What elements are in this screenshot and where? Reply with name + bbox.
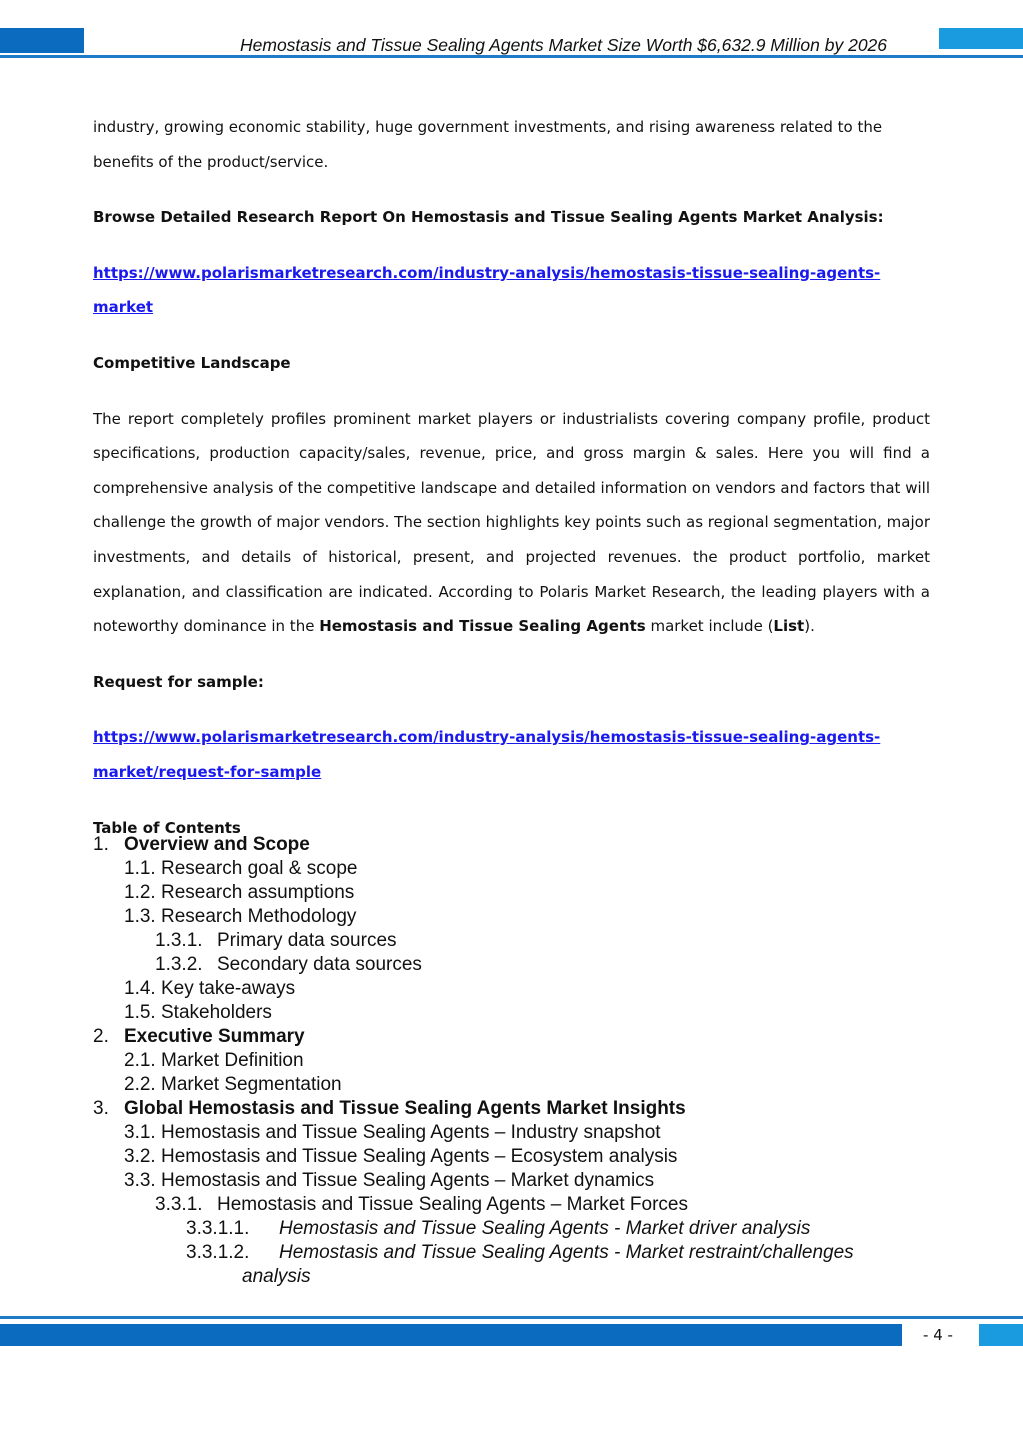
toc-text: Executive Summary	[124, 1026, 305, 1047]
toc-number: 1.3.	[124, 906, 156, 927]
toc-number: 1.3.2.	[155, 954, 203, 975]
request-sample-heading: Request for sample:	[93, 672, 264, 691]
toc-entry-continuation	[93, 1265, 930, 1289]
toc-number: 1.4.	[124, 978, 156, 999]
toc-text: Hemostasis and Tissue Sealing Agents – Ecosystem analysis	[161, 1146, 678, 1167]
toc-entry	[93, 833, 930, 857]
toc-number: 1.5.	[124, 1002, 156, 1023]
toc-number: 3.3.1.	[155, 1194, 203, 1215]
header-accent-left	[0, 28, 84, 53]
request-sample-link-line1: https://www.polarismarketresearch.com/industry-analysis/hemostasis-tissue-sealing-agents-	[93, 728, 881, 747]
header-title: Hemostasis and Tissue Sealing Agents Market Size Worth $6,632.9 Million by 2026	[240, 35, 888, 55]
toc-entry	[93, 881, 930, 905]
competitive-market-name: Hemostasis and Tissue Sealing Agents	[319, 617, 646, 636]
toc-entry	[93, 905, 930, 929]
competitive-landscape-paragraph	[93, 402, 930, 644]
toc-text: Market Segmentation	[161, 1074, 342, 1095]
toc-text: Hemostasis and Tissue Sealing Agents – Market dynamics	[161, 1170, 655, 1191]
competitive-text-part2: market include (	[645, 617, 774, 636]
request-sample-link-line2: market/request-for-sample	[93, 762, 322, 781]
toc-number: 2.1.	[124, 1050, 156, 1071]
footer-accent-bar	[0, 1324, 902, 1346]
toc-entry	[93, 1073, 930, 1097]
toc-text: Market Definition	[161, 1050, 304, 1071]
toc-entry	[93, 1001, 930, 1025]
toc-number: 3.3.	[124, 1170, 156, 1191]
toc-number: 3.1.	[124, 1122, 156, 1143]
toc-text: Stakeholders	[161, 1002, 272, 1023]
competitive-text-part1: The report completely profiles prominent market players or industrialists covering company profile, product specifications, production capacity/sales, revenue, price, and gross margin & sales. Here you will find a comprehensive analysis of the competitive landscape and detailed information on vendors and factors that will challenge the growth of major vendors. The section highlights key points such as regional segmentation, major investments, and details of historical, present, and projected revenues. the product portfolio, market explanation, and classification are indicated. According to Polaris Market Research, the leading players with a noteworthy dominance in the	[93, 409, 930, 636]
toc-entry	[93, 1169, 930, 1193]
toc-entry	[93, 1097, 930, 1121]
toc-entry	[93, 1049, 930, 1073]
toc-number: 1.2.	[124, 882, 156, 903]
header-rule	[0, 55, 1023, 58]
toc-text: Hemostasis and Tissue Sealing Agents - Market restraint/challenges	[279, 1242, 854, 1263]
toc-number: 3.3.1.2.	[186, 1242, 250, 1263]
footer-accent-right	[979, 1324, 1023, 1346]
toc-number: 3.2.	[124, 1146, 156, 1167]
page-number: - 4 -	[923, 1326, 953, 1344]
table-of-contents	[93, 833, 930, 1289]
request-sample-link[interactable]	[93, 728, 880, 781]
toc-text: Key take-aways	[161, 978, 296, 999]
toc-number: 2.	[93, 1026, 109, 1047]
toc-entry	[93, 1193, 930, 1217]
toc-number: 1.1.	[124, 858, 156, 879]
toc-text: Overview and Scope	[124, 834, 310, 855]
competitive-list-label: List	[773, 617, 805, 636]
toc-text: Global Hemostasis and Tissue Sealing Agents Market Insights	[124, 1098, 686, 1119]
toc-text: Hemostasis and Tissue Sealing Agents – Market Forces	[217, 1194, 689, 1215]
toc-entry	[93, 1025, 930, 1049]
toc-number: 3.	[93, 1098, 109, 1119]
toc-number: 1.	[93, 834, 109, 855]
toc-entry	[93, 953, 930, 977]
toc-text: Research Methodology	[161, 906, 357, 927]
toc-text: Hemostasis and Tissue Sealing Agents - Market driver analysis	[279, 1218, 811, 1239]
toc-entry	[93, 1145, 930, 1169]
toc-number: 1.3.1.	[155, 930, 203, 951]
intro-paragraph: industry, growing economic stability, huge government investments, and rising awareness related to the benefits of the product/service.	[93, 118, 883, 171]
toc-text: Research assumptions	[161, 882, 355, 903]
footer-rule	[0, 1316, 1023, 1319]
toc-text: Hemostasis and Tissue Sealing Agents – Industry snapshot	[161, 1122, 661, 1143]
toc-entry	[93, 929, 930, 953]
toc-text: Secondary data sources	[217, 954, 422, 975]
toc-entry	[93, 1121, 930, 1145]
header-accent-right	[939, 28, 1023, 49]
toc-number: 3.3.1.1.	[186, 1218, 250, 1239]
toc-text: analysis	[242, 1266, 311, 1287]
toc-number: 2.2.	[124, 1074, 156, 1095]
browse-heading: Browse Detailed Research Report On Hemostasis and Tissue Sealing Agents Market Analysis:	[93, 208, 884, 227]
browse-report-link[interactable]: https://www.polarismarketresearch.com/industry-analysis/hemostasis-tissue-sealing-agents-market	[93, 263, 881, 317]
toc-entry	[93, 1217, 930, 1241]
toc-text: Research goal & scope	[161, 858, 358, 879]
competitive-landscape-heading: Competitive Landscape	[93, 353, 291, 372]
toc-entry	[93, 1241, 930, 1265]
toc-heading: Table of Contents	[93, 818, 241, 837]
competitive-text-part3: ).	[804, 617, 815, 636]
toc-entry	[93, 977, 930, 1001]
toc-text: Primary data sources	[217, 930, 397, 951]
document-body	[93, 110, 930, 866]
toc-entry	[93, 857, 930, 881]
